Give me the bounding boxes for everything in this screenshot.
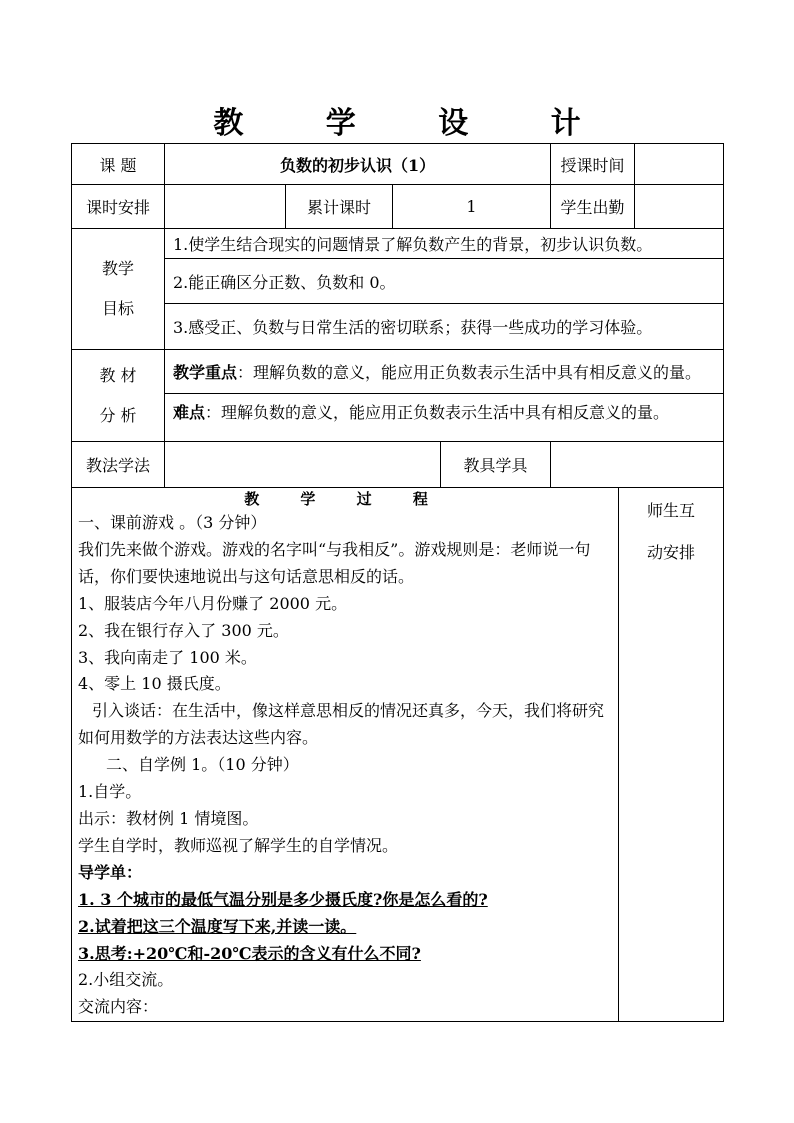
objectives-label — [72, 229, 165, 350]
attendance-value — [635, 185, 724, 229]
process-row — [72, 488, 724, 1022]
process-line-5: 2、我在银行存入了 300 元。 — [78, 620, 289, 640]
process-line-2: 我们先来做个游戏。游戏的名字叫“与我相反”。游戏规则是：老师说一句 — [78, 539, 591, 559]
difficulty-text: ：理解负数的意义，能应用正负数表示生活中具有相反意义的量。 — [205, 403, 670, 422]
topic-row — [72, 144, 724, 185]
lesson-plan-table — [71, 143, 724, 1022]
methods-value — [165, 442, 441, 488]
process-line-16: 2.试着把这三个温度写下来,并读一读。 — [78, 916, 357, 936]
process-line-15: 1. 3 个城市的最低气温分别是多少摄氏度?你是怎么看的? — [78, 889, 488, 909]
process-line-18: 2.小组交流。 — [78, 970, 174, 990]
objective-row-3 — [72, 304, 724, 350]
process-line-12: 出示：教材例 1 情境图。 — [78, 808, 259, 828]
interaction-column — [619, 488, 724, 1022]
tools-label: 教具学具 — [441, 442, 551, 488]
analysis-label — [72, 350, 165, 442]
process-line-4: 1、服装店今年八月份赚了 2000 元。 — [78, 593, 348, 613]
topic-label: 课 题 — [72, 144, 165, 185]
topic-value: 负数的初步认识（1） — [165, 144, 551, 185]
objective-item-2: 2.能正确区分正数、负数和 0。 — [165, 259, 724, 304]
interaction-label-line1: 师生互 — [647, 501, 696, 520]
tools-value — [551, 442, 724, 488]
process-line-14: 导学单： — [78, 862, 143, 882]
process-line-9: 如何用数学的方法表达这些内容。 — [78, 728, 319, 748]
objectives-label-line2: 目标 — [101, 299, 134, 318]
difficulty-label: 难点 — [173, 403, 206, 422]
key-point-label: 教学重点 — [173, 363, 238, 382]
analysis-label-line2: 分 析 — [99, 405, 137, 425]
process-line-7: 4、零上 10 摄氏度。 — [78, 674, 231, 694]
difficulty-point — [165, 394, 724, 442]
schedule-label: 课时安排 — [72, 185, 165, 229]
process-line-10: 二、自学例 1。（10 分钟） — [106, 755, 299, 775]
analysis-row-1 — [72, 350, 724, 394]
process-line-1: 一、课前游戏 。（3 分钟） — [78, 513, 267, 532]
process-title: 教 学 过 程 — [244, 490, 446, 508]
process-line-11: 1.自学。 — [78, 782, 142, 802]
objective-row-2 — [72, 259, 724, 304]
objective-item-3: 3.感受正、负数与日常生活的密切联系；获得一些成功的学习体验。 — [165, 304, 724, 350]
time-value — [635, 144, 724, 185]
cumulative-label: 累计课时 — [286, 185, 393, 229]
cumulative-value: 1 — [393, 185, 551, 229]
key-point-text: ：理解负数的意义，能应用正负数表示生活中具有相反意义的量。 — [237, 363, 702, 382]
document-title: 教 学 设 计 — [213, 106, 617, 141]
schedule-value — [165, 185, 286, 229]
process-line-17: 3.思考:+20℃和-20℃表示的含义有什么不同? — [78, 943, 421, 963]
attendance-label: 学生出勤 — [551, 185, 635, 229]
schedule-row — [72, 185, 724, 229]
interaction-label-line2: 动安排 — [647, 543, 696, 562]
process-line-13: 学生自学时，教师巡视了解学生的自学情况。 — [78, 835, 399, 855]
process-content — [72, 488, 619, 1022]
process-line-8: 引入谈话：在生活中，像这样意思相反的情况还真多，今天，我们将研究 — [92, 701, 605, 721]
objective-row-1 — [72, 229, 724, 259]
process-line-6: 3、我向南走了 100 米。 — [78, 647, 257, 667]
process-line-3: 话，你们要快速地说出与这句话意思相反的话。 — [78, 566, 415, 586]
objectives-label-line1: 教学 — [101, 259, 134, 278]
process-line-19: 交流内容： — [78, 997, 159, 1017]
time-label: 授课时间 — [551, 144, 635, 185]
methods-row — [72, 442, 724, 488]
objective-item-1: 1.使学生结合现实的问题情景了解负数产生的背景，初步认识负数。 — [165, 229, 724, 259]
analysis-label-line1: 教 材 — [99, 365, 137, 385]
teaching-key-point — [165, 350, 724, 394]
analysis-row-2 — [72, 394, 724, 442]
methods-label: 教法学法 — [72, 442, 165, 488]
